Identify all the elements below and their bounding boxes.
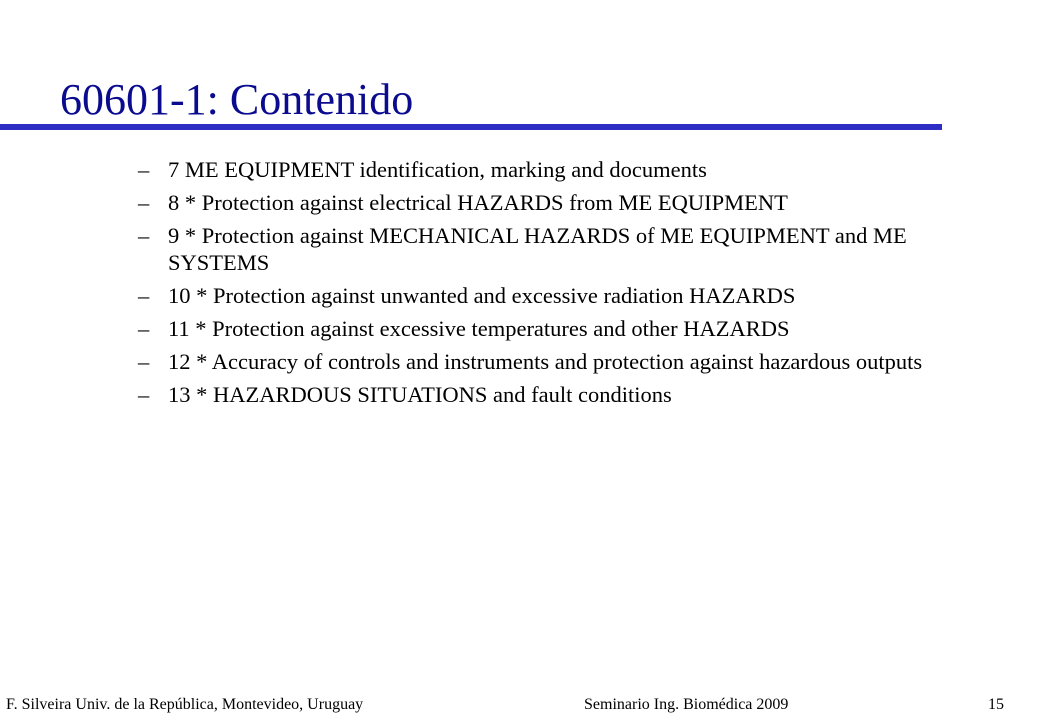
list-item-text: 13 * HAZARDOUS SITUATIONS and fault conditions [168,382,672,407]
list-item [138,282,968,309]
list-item-text: 11 * Protection against excessive temperatures and other HAZARDS [168,316,790,341]
footer-author: F. Silveira Univ. de la República, Montevideo, Uruguay [6,696,364,713]
list-item [138,348,968,375]
dash-bullet: – [138,157,150,182]
list-item-text: 10 * Protection against unwanted and excessive radiation HAZARDS [168,283,796,308]
list-item [138,381,968,408]
list-item-text: 7 ME EQUIPMENT identification, marking and documents [168,157,707,182]
footer-event: Seminario Ing. Biomédica 2009 [584,696,789,713]
list-item [138,156,968,183]
page-number: 15 [988,696,1004,713]
list-item-text: 12 * Accuracy of controls and instruments and protection against hazardous outputs [168,349,923,374]
slide-footer [0,690,1040,720]
dash-bullet: – [138,223,150,248]
dash-bullet: – [138,283,150,308]
list-item-text: 8 * Protection against electrical HAZARDS from ME EQUIPMENT [168,190,788,215]
list-item-text: 9 * Protection against MECHANICAL HAZARDS of ME EQUIPMENT and ME SYSTEMS [168,223,907,275]
content-list [138,156,968,414]
title-underline [0,124,942,130]
dash-bullet: – [138,190,150,215]
list-item [138,315,968,342]
list-item [138,222,968,276]
list-item [138,189,968,216]
dash-bullet: – [138,382,150,407]
slide-title: 60601-1: Contenido [60,75,414,124]
dash-bullet: – [138,349,150,374]
dash-bullet: – [138,316,150,341]
